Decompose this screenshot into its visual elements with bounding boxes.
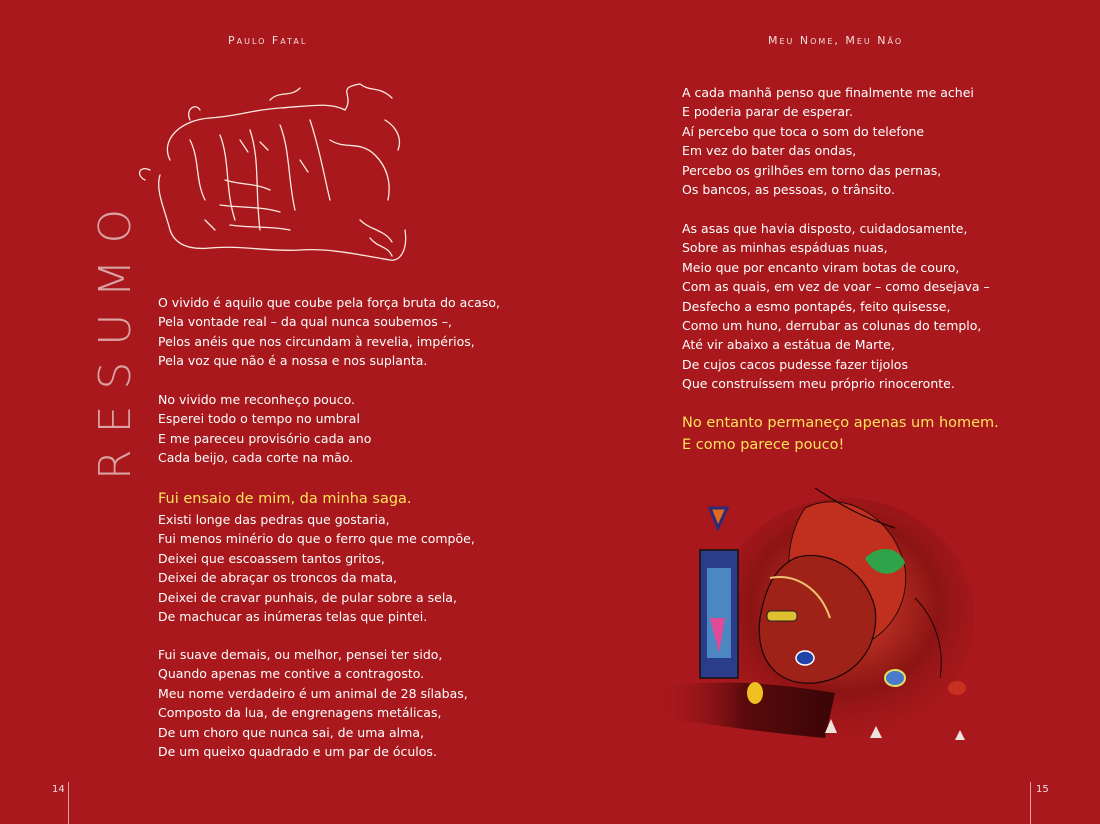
page-number-left: 14 [52, 784, 65, 795]
poem-line: Com as quais, em vez de voar – como desejava – [682, 279, 990, 295]
poem-line: Pelos anéis que nos circundam à revelia, impérios, [158, 333, 475, 349]
poem-line: Meu nome verdadeiro é um animal de 28 sílabas, [158, 685, 468, 701]
poem-line: Desfecho a esmo pontapés, feito quisesse, [682, 298, 951, 314]
stanza-right-2 [682, 219, 990, 394]
poem-line: Deixei de abraçar os troncos da mata, [158, 570, 397, 586]
poem-line: De um queixo quadrado e um par de óculos. [158, 744, 437, 760]
page-number-right: 15 [1036, 784, 1049, 795]
page-rule-right [1030, 782, 1031, 824]
poem-line: Fui suave demais, ou melhor, pensei ter sido, [158, 647, 443, 662]
poem-line: Pela voz que não é a nossa e nos suplanta. [158, 353, 428, 369]
poem-line: Como um huno, derrubar as colunas do templo, [682, 318, 982, 334]
poem-line: Esperei todo o tempo no umbral [158, 411, 360, 427]
poem-line: Deixei que escoassem tantos gritos, [158, 550, 385, 566]
line-drawing-figure-illustration [130, 80, 420, 275]
poem-line: E poderia parar de esperar. [682, 104, 854, 120]
poem-line: As asas que havia disposto, cuidadosamente, [682, 221, 968, 236]
poem-line: Sobre as minhas espáduas nuas, [682, 240, 888, 256]
poem-line: Deixei de cravar punhais, de pular sobre a sela, [158, 589, 457, 605]
stanza-right-3 [682, 412, 999, 456]
poem-line: Quando apenas me contive a contragosto. [158, 666, 425, 682]
poem-line: Aí percebo que toca o som do telefone [682, 123, 925, 139]
poem-line: Até vir abaixo a estátua de Marte, [682, 337, 895, 353]
poem-line: Meio que por encanto viram botas de couro, [682, 259, 960, 275]
poem-line: Fui menos minério do que o ferro que me compõe, [158, 531, 475, 547]
running-head-left: Paulo Fatal [228, 34, 308, 47]
poem-line: A cada manhã penso que finalmente me achei [682, 85, 974, 100]
stanza-left-1 [158, 293, 500, 371]
poem-line: Existi longe das pedras que gostaria, [158, 512, 390, 527]
poem-line: Os bancos, as pessoas, o trânsito. [682, 182, 895, 198]
poem-line: No vivido me reconheço pouco. [158, 392, 355, 407]
painting-illustration [655, 478, 985, 758]
section-title-vertical: RESUMO [90, 192, 141, 480]
poem-line: O vivido é aquilo que coube pela força bruta do acaso, [158, 295, 500, 310]
highlight-line: E como parece pouco! [682, 437, 845, 453]
stanza-left-3 [158, 488, 475, 626]
poem-line: De um choro que nunca sai, de uma alma, [158, 724, 424, 740]
poem-line: Composto da lua, de engrenagens metálicas, [158, 705, 442, 721]
poem-line: De cujos cacos pudesse fazer tijolos [682, 356, 908, 372]
highlight-line: Fui ensaio de mim, da minha saga. [158, 491, 412, 507]
poem-line: Que construíssem meu próprio rinoceronte. [682, 376, 955, 392]
poem-line: Em vez do bater das ondas, [682, 143, 857, 159]
page-rule-left [68, 782, 69, 824]
running-head-right: Meu Nome, Meu Não [768, 34, 904, 47]
stanza-left-4 [158, 645, 468, 761]
stanza-right-1 [682, 83, 974, 199]
stanza-left-2 [158, 390, 371, 468]
highlight-line: No entanto permaneço apenas um homem. [682, 415, 999, 431]
poem-line: Percebo os grilhões em torno das pernas, [682, 162, 942, 178]
poem-line: E me pareceu provisório cada ano [158, 430, 372, 446]
poem-line: Pela vontade real – da qual nunca soubemos –, [158, 314, 452, 330]
poem-line: Cada beijo, cada corte na mão. [158, 450, 354, 466]
poem-line: De machucar as inúmeras telas que pintei. [158, 609, 428, 625]
